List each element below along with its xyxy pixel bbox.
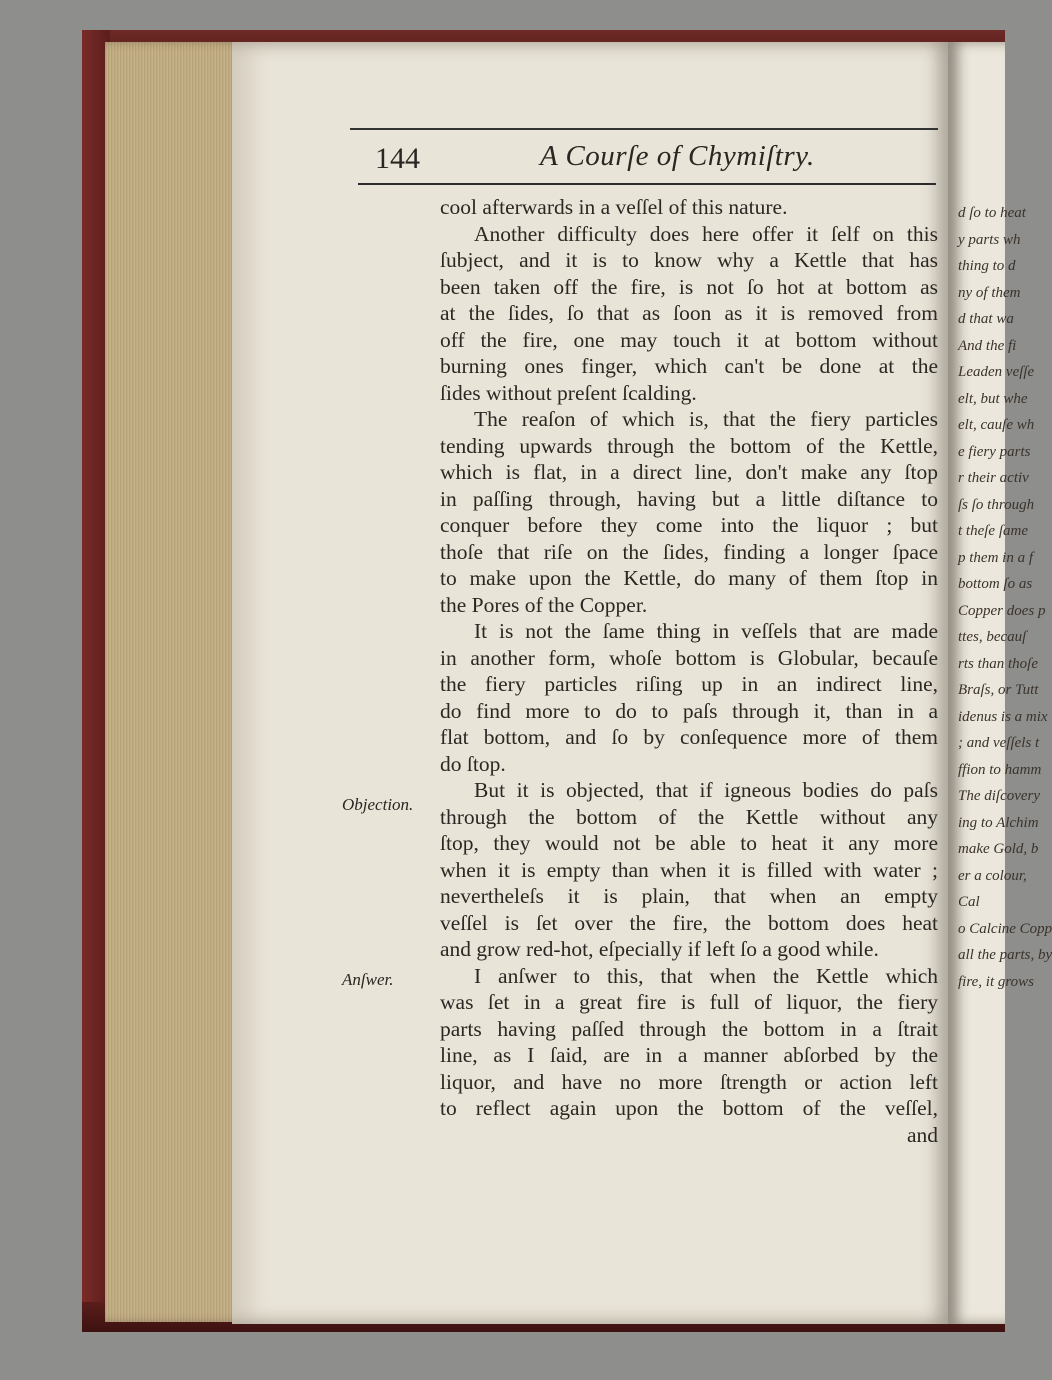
text-line: ſubject, and it is to know why a Kettle that has bbox=[440, 248, 938, 272]
facing-page-line: p them in a f bbox=[958, 549, 1033, 566]
facing-page-line: t theſe ſame bbox=[958, 523, 1028, 539]
text-line: I anſwer to this, that when the Kettle which bbox=[474, 963, 938, 988]
text-line: conquer before they come into the liquor ; but bbox=[440, 513, 938, 537]
facing-page-line: d ſo to heat bbox=[958, 205, 1026, 221]
facing-page-line: y parts wh bbox=[958, 231, 1021, 248]
facing-page-line: bottom ſo as bbox=[958, 576, 1033, 592]
page-number: 144 bbox=[375, 142, 420, 175]
facing-page-line: all the parts, by bbox=[958, 947, 1052, 963]
catchword: and bbox=[906, 1122, 938, 1147]
text-line: off the fire, one may touch it at bottom without bbox=[440, 327, 938, 352]
facing-page-line: elt, cauſe wh bbox=[958, 417, 1035, 433]
facing-page-line: Braſs, or Tutt bbox=[958, 682, 1039, 698]
text-line: tending upwards through the bottom of the Kettle, bbox=[440, 433, 938, 458]
margin-note-objection: Objection. bbox=[342, 795, 414, 814]
facing-page-line: e fiery parts bbox=[958, 443, 1031, 460]
text-line: do ſtop. bbox=[440, 751, 506, 776]
facing-page-line: ing to Alchim bbox=[958, 814, 1039, 831]
facing-page-line: And the fi bbox=[958, 337, 1017, 354]
paragraph bbox=[440, 221, 938, 407]
paragraph bbox=[440, 777, 938, 963]
facing-page-line: r their activ bbox=[958, 470, 1029, 486]
paragraph bbox=[440, 963, 938, 1122]
header-rule bbox=[358, 183, 936, 185]
text-line: been taken off the fire, is not ſo hot at bottom as bbox=[440, 274, 938, 299]
facing-page-line: d that wa bbox=[958, 311, 1014, 327]
text-line: ſtop, they would not be able to heat it any more bbox=[440, 831, 938, 855]
text-line: flat bottom, and ſo by conſequence more of them bbox=[440, 725, 938, 749]
text-line: do find more to do to paſs through it, than in a bbox=[440, 698, 938, 723]
running-head: A Courſe of Chymiſtry. bbox=[540, 140, 815, 172]
text-line: and grow red-hot, eſpecially if left ſo a good while. bbox=[440, 937, 879, 961]
text-line: liquor, and have no more ſtrength or action left bbox=[440, 1069, 938, 1094]
facing-page-line: ttes, becauſ bbox=[958, 629, 1027, 645]
text-line: at the ſides, ſo that as ſoon as it is removed from bbox=[440, 301, 938, 325]
text-line: was ſet in a great fire is full of liquor, the fiery bbox=[440, 990, 938, 1014]
text-line: the Pores of the Copper. bbox=[440, 592, 648, 617]
text-line: line, as I ſaid, are in a manner abſorbed by the bbox=[440, 1043, 938, 1067]
top-rule bbox=[350, 128, 938, 130]
facing-page-line: Copper does p bbox=[958, 602, 1046, 619]
text-line: veſſel is ſet over the fire, the bottom does heat bbox=[440, 910, 938, 935]
facing-page-line: er a colour, bbox=[958, 867, 1027, 884]
facing-page-line: elt, but whe bbox=[958, 390, 1028, 407]
text-line: Another difficulty does here offer it ſelf on this bbox=[474, 221, 938, 246]
text-line: in another form, whoſe bottom is Globular, becauſe bbox=[440, 645, 938, 670]
facing-page-line: ny of them bbox=[958, 284, 1021, 301]
text-line: The reaſon of which is, that the fiery particles bbox=[474, 407, 938, 431]
page-stack-edges bbox=[105, 42, 245, 1322]
text-line: the fiery particles riſing up in an indirect line, bbox=[440, 672, 938, 696]
facing-page-line: ; and veſſels t bbox=[958, 735, 1040, 751]
text-line: when it is empty than when it is filled with water ; bbox=[440, 857, 938, 882]
facing-page-line: The diſcovery bbox=[958, 788, 1041, 804]
text-line: which is flat, in a direct line, don't make any ſtop bbox=[440, 460, 938, 484]
facing-page-line: o Calcine Copp bbox=[958, 920, 1052, 937]
paragraph bbox=[440, 618, 938, 777]
text-line: through the bottom of the Kettle without any bbox=[440, 804, 938, 829]
facing-page-sliver bbox=[948, 42, 1052, 1324]
text-line: in paſſing through, having but a little diſtance to bbox=[440, 486, 938, 511]
facing-page-line: idenus is a mix bbox=[958, 708, 1048, 725]
text-line: It is not the ſame thing in veſſels that are made bbox=[474, 619, 938, 643]
facing-page-line: Cal bbox=[958, 894, 980, 910]
text-line: ſides without preſent ſcalding. bbox=[440, 380, 697, 405]
text-line: to make upon the Kettle, do many of them ſtop in bbox=[440, 566, 938, 590]
text-line: cool afterwards in a veſſel of this nature. bbox=[440, 195, 788, 219]
text-line: burning ones finger, which can't be done at the bbox=[440, 354, 938, 378]
facing-page-line: make Gold, b bbox=[958, 841, 1039, 857]
facing-page-line: rts than thoſe bbox=[958, 655, 1039, 672]
text-line: But it is objected, that if igneous bodies do paſs bbox=[474, 778, 938, 802]
paragraph bbox=[440, 194, 938, 221]
text-line: parts having paſſed through the bottom in a ſtrait bbox=[440, 1016, 938, 1041]
facing-page-line: fire, it grows bbox=[958, 973, 1034, 990]
text-line: nevertheleſs it is plain, that when an empty bbox=[440, 884, 938, 908]
text-line: thoſe that riſe on the ſides, finding a longer ſpace bbox=[440, 539, 938, 564]
paragraph bbox=[440, 406, 938, 618]
facing-page-line: ffion to hamm bbox=[958, 761, 1042, 778]
facing-page-line: ſs ſo through bbox=[958, 496, 1035, 513]
margin-note-answer: Anſwer. bbox=[342, 970, 394, 989]
text-line: to reflect again upon the bottom of the veſſel, bbox=[440, 1096, 938, 1120]
facing-page-line: Leaden veſſe bbox=[958, 364, 1035, 380]
body-text bbox=[440, 194, 938, 1148]
facing-page-line: thing to d bbox=[958, 258, 1016, 274]
